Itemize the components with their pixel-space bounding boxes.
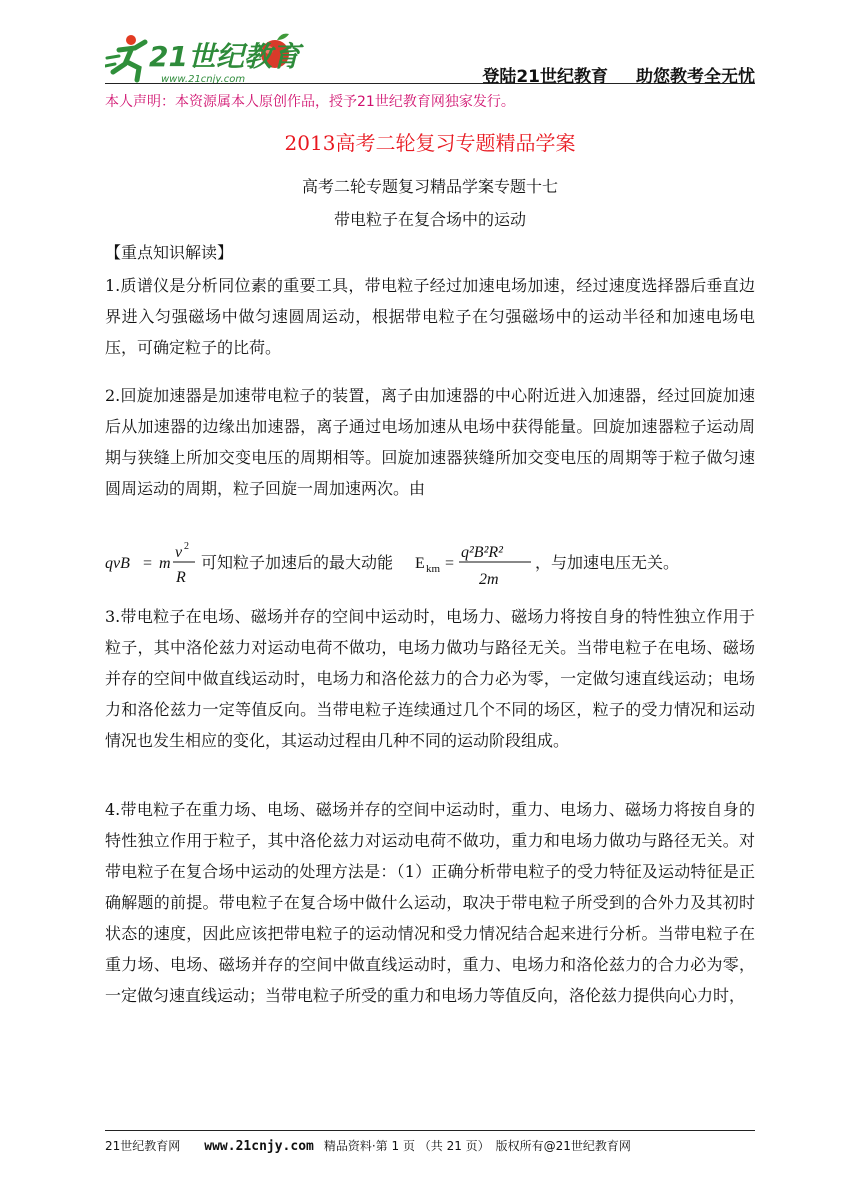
logo-graphic bbox=[105, 28, 305, 88]
formula-den2: 2m bbox=[479, 571, 499, 588]
author-notice: 本人声明：本资源属本人原创作品，授予21世纪教育网独家发行。 bbox=[105, 94, 515, 110]
formula-ek-sub: km bbox=[426, 563, 441, 575]
page-header bbox=[105, 10, 755, 85]
formula-m: m bbox=[159, 555, 171, 572]
section-heading: 【重点知识解读】 bbox=[105, 243, 234, 262]
footer-page-label: 精品资料·第 1 页 （共 21 页） bbox=[323, 1139, 490, 1153]
header-rule bbox=[105, 83, 755, 84]
formula-num1: v bbox=[175, 544, 183, 561]
formula-num2: q²B²R² bbox=[461, 544, 503, 561]
slogan-tagline: 助您教考全无忧 bbox=[636, 67, 755, 87]
formula-graphic bbox=[105, 535, 755, 595]
page-footer bbox=[105, 1137, 755, 1154]
footer-copyright: 版权所有@21世纪教育网 bbox=[495, 1139, 631, 1153]
runner-icon bbox=[105, 35, 145, 80]
topic-title: 带电粒子在复合场中的运动 bbox=[333, 210, 526, 229]
formula-ek-eq: = bbox=[445, 555, 455, 572]
formula-ek: E bbox=[415, 555, 425, 572]
formula-line bbox=[105, 535, 755, 595]
formula-text-mid: 可知粒子加速后的最大动能 bbox=[201, 553, 394, 572]
formula-text-end: ，与加速电压无关。 bbox=[535, 553, 680, 572]
formula-lhs: qvB bbox=[105, 555, 130, 572]
logo-url: www.21cnjy.com bbox=[161, 74, 246, 85]
paragraph-2: 2.回旋加速器是加速带电粒子的装置，离子由加速器的中心附近进入加速器，经过回旋加速后从加速器的边缘出加速器，离子通过电场加速从电场中获得能量。回旋加速器粒子运动周期与狭缝上所加交变电压的周期相等。回旋加速器狭缝所加交变电压的周期等于粒子做匀速圆周运动的周期，粒子回旋一周加速两次。由 bbox=[105, 386, 755, 498]
footer-url[interactable]: www.21cnjy.com bbox=[204, 1139, 314, 1154]
paragraph-3: 3.带电粒子在电场、磁场并存的空间中运动时，电场力、磁场力将按自身的特性独立作用于粒子，其中洛伦兹力对运动电荷不做功，电场力做功与路径无关。当带电粒子在电场、磁场并存的空间中做直线运动时，电场力和洛伦兹力的合力必为零，一定做匀速直线运动；电场力和洛伦兹力一定等值反向。当带电粒子连续通过几个不同的场区，粒子的受力情况和运动情况也发生相应的变化，其运动过程由几种不同的运动阶段组成。 bbox=[105, 607, 755, 750]
formula-eq: = bbox=[143, 555, 153, 572]
slogan-login[interactable]: 登陆21世纪教育 bbox=[482, 67, 608, 87]
document-title: 2013高考二轮复习专题精品学案 bbox=[284, 131, 576, 155]
document-subtitle: 高考二轮专题复习精品学案专题十七 bbox=[301, 177, 558, 196]
site-logo[interactable] bbox=[105, 28, 305, 88]
footer-site: 21世纪教育网 bbox=[105, 1139, 181, 1153]
formula-den1: R bbox=[176, 569, 186, 586]
formula-num1-sup: 2 bbox=[184, 541, 189, 552]
footer-rule bbox=[105, 1130, 755, 1131]
paragraph-1: 1.质谱仪是分析同位素的重要工具，带电粒子经过加速电场加速，经过速度选择器后垂直边界进入匀强磁场中做匀速圆周运动，根据带电粒子在匀强磁场中的运动半径和加速电场电压，可确定粒子的比荷。 bbox=[105, 276, 755, 357]
logo-text: 21世纪教育 bbox=[149, 40, 300, 73]
paragraph-4: 4.带电粒子在重力场、电场、磁场并存的空间中运动时，重力、电场力、磁场力将按自身的特性独立作用于粒子，其中洛伦兹力对运动电荷不做功，重力和电场力做功与路径无关。对带电粒子在复合场中运动的处理方法是：（1）正确分析带电粒子的受力特征及运动特征是正确解题的前提。带电粒子在复合场中做什么运动，取决于带电粒子所受到的合外力及其初时状态的速度，因此应该把带电粒子的运动情况和受力情况结合起来进行分析。当带电粒子在重力场、电场、磁场并存的空间中做直线运动时，重力、电场力和洛伦兹力的合力必为零，一定做匀速直线运动；当带电粒子所受的重力和电场力等值反向，洛伦兹力提供向心力时， bbox=[105, 800, 755, 1005]
